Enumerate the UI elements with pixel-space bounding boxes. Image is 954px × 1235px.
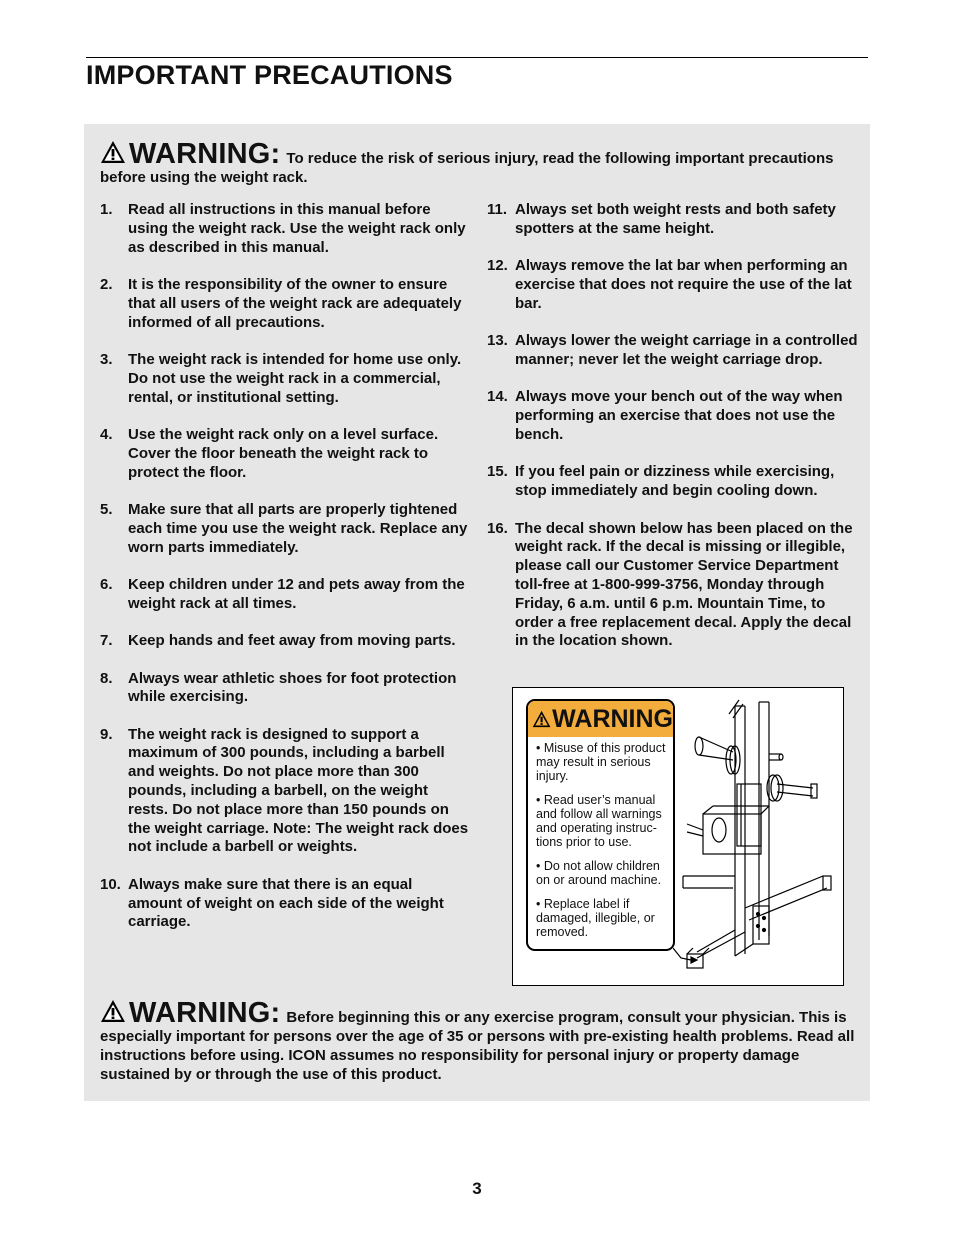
decal-illustration [512,687,844,986]
precaution-number: 1. [100,201,113,218]
precaution-item [100,876,470,932]
precaution-item [487,201,859,239]
decal-item: • Replace label if damaged, illegible, or removed. [536,897,655,939]
precaution-text: The weight rack is intended for home use only. Do not use the weight rack in a commercial, rental, or institutional setting. [128,350,462,406]
precaution-number: 12. [487,257,508,275]
warning-triangle-icon [100,999,126,1023]
warning-physician [100,999,860,1084]
warning-intro [100,140,860,187]
precaution-item [100,632,470,651]
precaution-text: Always move your bench out of the way when performing an exercise that does not use the bench. [515,388,843,443]
precaution-item [100,426,470,482]
precaution-item [487,257,859,313]
precaution-number: 4. [100,425,113,443]
precaution-item [100,726,470,858]
precaution-number: 11. [487,201,508,218]
precaution-item [487,463,859,501]
precaution-number: 6. [100,575,113,593]
precaution-number: 3. [100,350,113,368]
precaution-item [100,351,470,407]
decal-item: • Misuse of this product may result in serious injury. [536,741,666,783]
precaution-item [100,670,470,708]
precaution-number: 9. [100,725,113,743]
warning-triangle-icon [532,710,551,728]
precaution-number: 7. [100,632,113,650]
precaution-item [100,501,470,557]
precaution-item [100,576,470,614]
decal-list [528,737,673,939]
precaution-text: If you feel pain or dizziness while exercising, stop immediately and begin cooling down. [515,463,835,500]
warning-intro-text: To reduce the risk of serious injury, read the following important precautions before using the weight rack. [100,150,834,186]
precaution-number: 8. [100,669,113,687]
precaution-text: Always remove the lat bar when performing an exercise that does not require the use of the lat bar. [515,257,852,312]
warning-physician-text: Before beginning this or any exercise program, consult your physician. This is especially important for persons over the age of 35 or persons with pre-existing health problems. Read all instructions before using. ICON assumes no responsibility for personal injury or property damage sustained by or through the use of this product. [100,1009,855,1083]
precautions-right-column [487,201,859,651]
precaution-number: 16. [487,519,508,537]
precaution-text: Always make sure that there is an equal amount of weight on each side of the weight carriage. [128,875,444,931]
precaution-item [487,520,859,652]
warning-decal [526,699,675,951]
precaution-text: Always lower the weight carriage in a controlled manner; never let the weight carriage drop. [515,332,858,368]
precaution-text: Always set both weight rests and both safety spotters at the same height. [515,201,836,237]
precaution-item [487,388,859,444]
precaution-text: Keep children under 12 and pets away from the weight rack at all times. [128,575,465,612]
precaution-number: 13. [487,332,508,350]
warning-word: WARNING: [129,138,281,170]
decal-item: • Read user’s manual and follow all warnings and operating instructions prior to use. [536,793,662,849]
precaution-text: Keep hands and feet away from moving parts. [128,632,456,650]
precaution-number: 2. [100,275,113,293]
precaution-text: Make sure that all parts are properly tightened each time you use the weight rack. Replace any worn parts immediately. [128,500,468,556]
precaution-number: 10. [100,875,121,893]
precaution-number: 15. [487,463,508,481]
precaution-text: It is the responsibility of the owner to ensure that all users of the weight rack are adequately informed of all precautions. [128,275,462,331]
weight-rack-drawing [673,696,841,976]
precaution-number: 5. [100,500,113,518]
precaution-text: Always wear athletic shoes for foot protection while exercising. [128,669,457,706]
page-title: IMPORTANT PRECAUTIONS [86,60,453,90]
precautions-left-column [100,201,470,932]
decal-item: • Do not allow children on or around machine. [536,859,662,887]
precaution-text: Read all instructions in this manual before using the weight rack. Use the weight rack only as described in this manual. [128,201,466,256]
precaution-text: Use the weight rack only on a level surface. Cover the floor beneath the weight rack to protect the floor. [128,425,439,481]
page-number: 3 [472,1179,482,1198]
precaution-number: 14. [487,388,508,406]
precaution-item [100,276,470,332]
precaution-text: The decal shown below has been placed on the weight rack. If the decal is missing or illegible, please call our Customer Service Department toll-free at 1-800-999-3756, Monday through Friday, 6 a.m. until 6 p.m. Mountain Time, to order a free replacement decal. Apply the decal in the location shown. [515,519,853,650]
warning-word: WARNING: [129,997,281,1029]
precaution-item [100,201,470,257]
precaution-text: The weight rack is designed to support a maximum of 300 pounds, including a barbell and weights. Do not place more than 300 pounds, including a barbell, on the weight rests. Do not place more than 150 pounds on the weight carriage. Note: The weight rack does not include a barbell or weights. [128,725,469,856]
warning-triangle-icon [100,140,126,164]
decal-header-label: WARNING [552,704,673,733]
decal-header [528,701,673,737]
precaution-item [487,332,859,370]
top-rule [86,57,868,58]
